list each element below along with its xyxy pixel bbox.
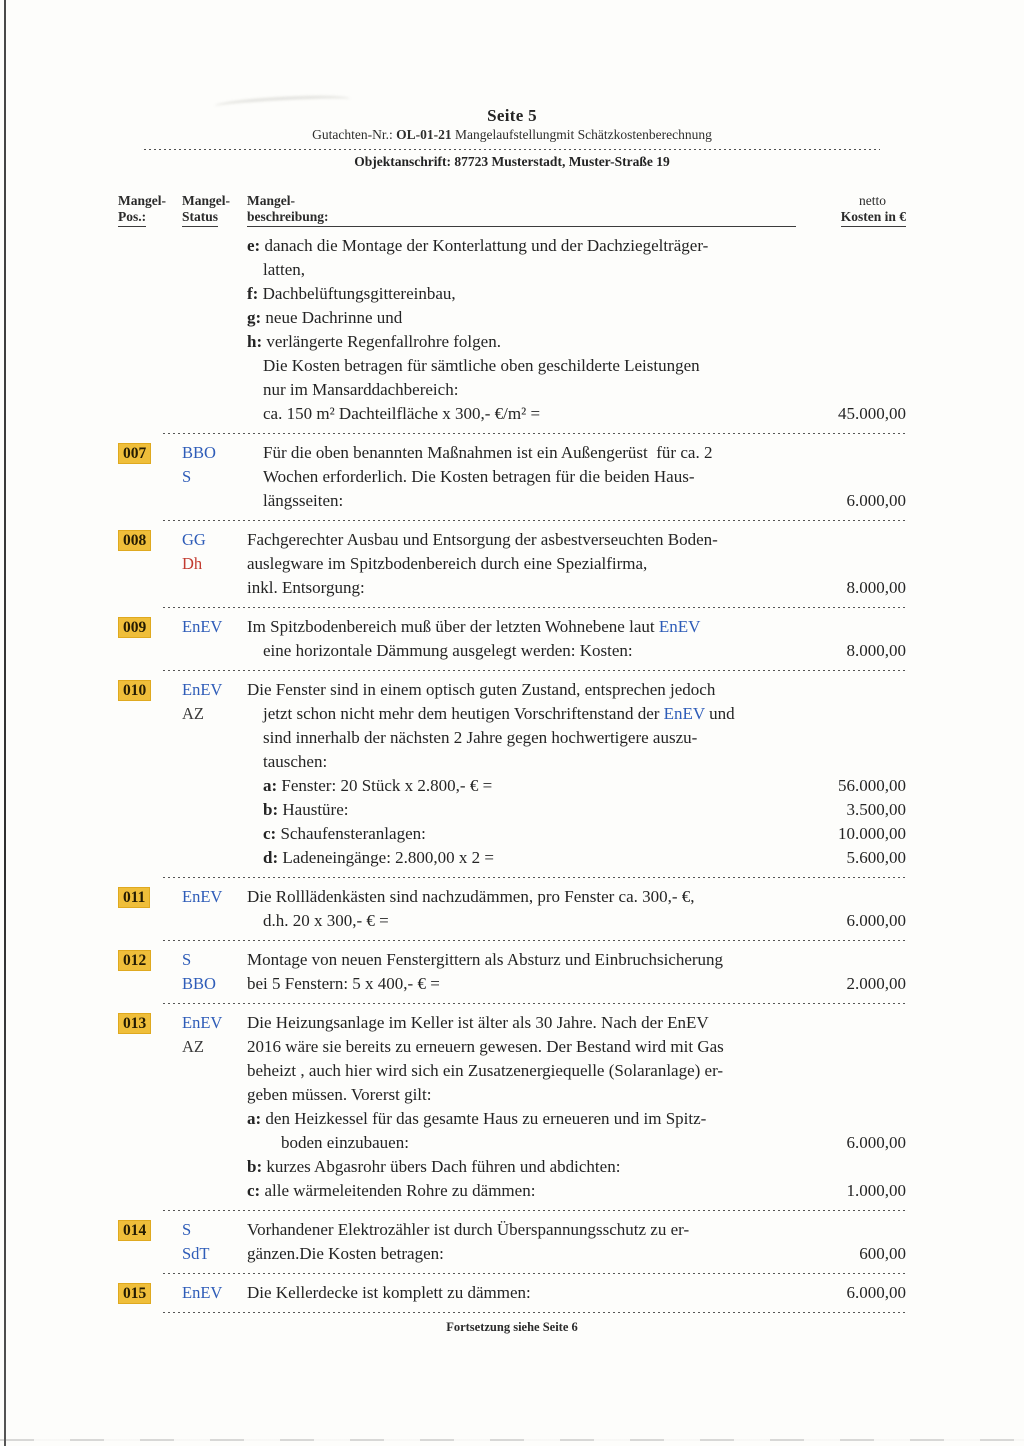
description-line (247, 726, 906, 750)
cost-value (796, 678, 906, 702)
description-line (247, 489, 906, 513)
cost-value (796, 885, 906, 909)
status-code: Dh (182, 554, 203, 573)
defect-status-cell (182, 528, 247, 600)
description-text: Wochen erforderlich. Die Kosten betragen für die beiden Haus- (263, 467, 695, 486)
defect-status-cell (182, 678, 247, 870)
description-text: sind innerhalb der nächsten 2 Jahre gegen hochwertigere auszu- (263, 728, 698, 747)
defect-status-cell (182, 1011, 247, 1203)
defect-pos-cell (118, 615, 182, 663)
header-dashed-rule (144, 149, 880, 150)
defect-row (118, 615, 906, 663)
description-text: ca. 150 m² Dachteilfläche x 300,- €/m² = (263, 404, 541, 423)
status-code: BBO (182, 974, 216, 993)
cost-value (796, 258, 906, 282)
report-number: OL-01-21 (396, 127, 452, 142)
column-header-description: Mangel- beschreibung: (247, 193, 796, 227)
defect-status-cell (182, 441, 247, 513)
status-code: EnEV (182, 680, 223, 699)
description-text: d: Ladeneingänge: 2.800,00 x 2 = (263, 848, 495, 867)
description-text: nur im Mansarddachbereich: (263, 380, 459, 399)
description-line (247, 354, 906, 378)
cost-value (796, 354, 906, 378)
cost-value (796, 234, 906, 258)
defect-row (118, 1218, 906, 1266)
status-code: S (182, 467, 192, 486)
cost-value (796, 552, 906, 576)
description-text: d.h. 20 x 300,- € = (263, 911, 389, 930)
cost-value (796, 726, 906, 750)
description-text: c: alle wärmeleitenden Rohre zu dämmen: (247, 1181, 536, 1200)
description-text: Die Kellerdecke ist komplett zu dämmen: (247, 1283, 531, 1302)
description-text: Für die oben benannten Maßnahmen ist ein Außengerüst für ca. 2 (263, 443, 713, 462)
row-separator (163, 670, 906, 671)
description-text: beheizt , auch hier wird sich ein Zusatzenergiequelle (Solaranlage) er- (247, 1061, 724, 1080)
description-text: tauschen: (263, 752, 328, 771)
defect-pos-badge: 008 (118, 530, 151, 551)
description-text: Montage von neuen Fenstergittern als Absturz und Einbruchsicherung (247, 950, 724, 969)
cost-value (796, 615, 906, 639)
description-line (247, 1155, 906, 1179)
cost-value (796, 465, 906, 489)
status-code: AZ (182, 704, 204, 723)
description-line (247, 702, 906, 726)
page-content (118, 106, 906, 1335)
description-text: gänzen.Die Kosten betragen: (247, 1244, 444, 1263)
description-text: g: neue Dachrinne und (247, 308, 403, 327)
defect-pos-badge: 012 (118, 950, 151, 971)
description-text: c: Schaufensteranlagen: (263, 824, 426, 843)
description-line (247, 639, 906, 663)
description-line (247, 948, 906, 972)
cost-value: 5.600,00 (846, 848, 906, 867)
description-line (247, 1131, 906, 1155)
description-line (247, 441, 906, 465)
row-separator (163, 520, 906, 521)
description-text: h: verlängerte Regenfallrohre folgen. (247, 332, 501, 351)
cost-value: 10.000,00 (838, 824, 906, 843)
table-header (118, 193, 906, 227)
description-line (247, 402, 906, 426)
description-line (247, 774, 906, 798)
description-line (247, 1179, 906, 1203)
cost-value: 8.000,00 (846, 641, 906, 660)
description-line (247, 678, 906, 702)
description-text: e: danach die Montage der Konterlattung und der Dachziegelträger- (247, 236, 709, 255)
description-line (247, 846, 906, 870)
description-line (247, 1242, 906, 1266)
status-code: EnEV (182, 617, 223, 636)
defect-pos-cell (118, 1218, 182, 1266)
defect-row (118, 234, 906, 426)
defect-pos-badge: 010 (118, 680, 151, 701)
status-code: BBO (182, 443, 216, 462)
description-text: Fachgerechter Ausbau und Entsorgung der asbestverseuchten Boden- (247, 530, 718, 549)
cost-value: 2.000,00 (846, 974, 906, 993)
status-code: S (182, 950, 192, 969)
defect-pos-cell (118, 528, 182, 600)
row-separator (163, 1273, 906, 1274)
cost-value: 3.500,00 (846, 800, 906, 819)
description-line (247, 282, 906, 306)
description-text: a: den Heizkessel für das gesamte Haus zu erneueren und im Spitz- (247, 1109, 707, 1128)
defect-row (118, 948, 906, 996)
description-text: Die Fenster sind in einem optisch guten Zustand, entsprechen jedoch (247, 680, 716, 699)
cost-value: 56.000,00 (838, 776, 906, 795)
defect-row (118, 441, 906, 513)
cost-value: 6.000,00 (846, 491, 906, 510)
defect-pos-cell (118, 948, 182, 996)
row-separator (163, 1312, 906, 1313)
row-separator (163, 433, 906, 434)
description-text: Im Spitzbodenbereich muß über der letzten Wohnebene laut EnEV (247, 617, 701, 636)
description-text: latten, (263, 260, 306, 279)
description-text: 2016 wäre sie bereits zu erneuern gewesen. Der Bestand wird mit Gas (247, 1037, 724, 1056)
cost-value: 600,00 (859, 1244, 906, 1263)
description-line (247, 1059, 906, 1083)
defect-row (118, 528, 906, 600)
cost-value: 45.000,00 (838, 404, 906, 423)
status-code: GG (182, 530, 206, 549)
cost-value (796, 528, 906, 552)
defect-pos-badge: 009 (118, 617, 151, 638)
cost-value (796, 1011, 906, 1035)
row-separator (163, 607, 906, 608)
defect-status-cell (182, 1281, 247, 1305)
defect-pos-cell (118, 1281, 182, 1305)
property-address-line (118, 153, 906, 171)
status-code: EnEV (182, 1283, 223, 1302)
cost-value (796, 330, 906, 354)
defect-description-cell (247, 441, 906, 513)
defect-description-cell (247, 1281, 906, 1305)
cost-value (796, 948, 906, 972)
continuation-note: Fortsetzung siehe Seite 6 (446, 1320, 578, 1334)
cost-value (796, 378, 906, 402)
description-line (247, 972, 906, 996)
cost-value (796, 282, 906, 306)
row-separator (163, 1210, 906, 1211)
description-line (247, 1107, 906, 1131)
cost-value (796, 1107, 906, 1131)
description-line (247, 465, 906, 489)
defect-description-cell (247, 678, 906, 870)
defect-row (118, 678, 906, 870)
defect-description-cell (247, 234, 906, 426)
page-title: Seite 5 (487, 106, 537, 125)
defect-pos-cell (118, 1011, 182, 1203)
cost-value (796, 1059, 906, 1083)
description-text: Vorhandener Elektrozähler ist durch Überspannungsschutz zu er- (247, 1220, 690, 1239)
column-header-pos: Mangel- Pos.: (118, 193, 182, 227)
defect-status-cell (182, 615, 247, 663)
description-text: geben müssen. Vorerst gilt: (247, 1085, 432, 1104)
cost-value: 1.000,00 (846, 1181, 906, 1200)
status-code: S (182, 1220, 192, 1239)
description-text: auslegware im Spitzbodenbereich durch eine Spezialfirma, (247, 554, 648, 573)
description-line (247, 885, 906, 909)
defect-description-cell (247, 1011, 906, 1203)
defect-row (118, 1011, 906, 1203)
description-line (247, 234, 906, 258)
description-line (247, 258, 906, 282)
description-line (247, 552, 906, 576)
property-address: 87723 Musterstadt, Muster-Straße 19 (454, 154, 670, 169)
scan-edge-artifact (4, 0, 6, 1446)
defect-pos-badge: 007 (118, 443, 151, 464)
defect-status-cell (182, 948, 247, 996)
description-text: f: Dachbelüftungsgittereinbau, (247, 284, 456, 303)
defect-rows (118, 234, 906, 1313)
description-line (247, 1281, 906, 1305)
cost-value: 6.000,00 (846, 1283, 906, 1302)
status-code: EnEV (182, 1013, 223, 1032)
description-text: b: kurzes Abgasrohr übers Dach führen und abdichten: (247, 1157, 621, 1176)
description-text: b: Haustüre: (263, 800, 349, 819)
description-line (247, 378, 906, 402)
description-text: inkl. Entsorgung: (247, 578, 365, 597)
defect-status-cell (182, 885, 247, 933)
cost-value (796, 306, 906, 330)
cost-value (796, 1155, 906, 1179)
description-line (247, 750, 906, 774)
description-text: eine horizontale Dämmung ausgelegt werden: Kosten: (263, 641, 633, 660)
report-number-label: Gutachten-Nr.: (312, 127, 393, 142)
cost-value (796, 1083, 906, 1107)
status-code: EnEV (182, 887, 223, 906)
description-line (247, 576, 906, 600)
defect-row (118, 885, 906, 933)
description-line (247, 1083, 906, 1107)
description-line (247, 330, 906, 354)
status-code: AZ (182, 1037, 204, 1056)
cost-value (796, 750, 906, 774)
description-text: längsseiten: (263, 491, 344, 510)
defect-description-cell (247, 615, 906, 663)
row-separator (163, 940, 906, 941)
description-text: Die Heizungsanlage im Keller ist älter als 30 Jahre. Nach der EnEV (247, 1013, 709, 1032)
description-line (247, 1035, 906, 1059)
description-text: Die Rolllädenkästen sind nachzudämmen, pro Fenster ca. 300,- €, (247, 887, 695, 906)
description-text: jetzt schon nicht mehr dem heutigen Vorschriftenstand der EnEV und (263, 704, 735, 723)
report-subtitle: Mangelaufstellungmit Schätzkostenberechnung (455, 127, 712, 142)
defect-description-cell (247, 948, 906, 996)
description-line (247, 909, 906, 933)
column-header-cost: netto Kosten in € (796, 193, 906, 227)
defect-description-cell (247, 1218, 906, 1266)
description-line (247, 528, 906, 552)
defect-pos-badge: 015 (118, 1283, 151, 1304)
defect-pos-cell (118, 234, 182, 426)
defect-pos-cell (118, 885, 182, 933)
description-line (247, 615, 906, 639)
cost-value: 6.000,00 (846, 1133, 906, 1152)
description-line (247, 306, 906, 330)
defect-description-cell (247, 885, 906, 933)
defect-pos-badge: 013 (118, 1013, 151, 1034)
cost-value: 6.000,00 (846, 911, 906, 930)
row-separator (163, 1003, 906, 1004)
property-address-label: Objektanschrift: (354, 154, 451, 169)
cost-value (796, 1218, 906, 1242)
defect-row (118, 1281, 906, 1305)
description-line (247, 822, 906, 846)
column-header-status: Mangel- Status (182, 193, 247, 227)
defect-description-cell (247, 528, 906, 600)
defect-pos-cell (118, 678, 182, 870)
cost-value: 8.000,00 (846, 578, 906, 597)
defect-status-cell (182, 234, 247, 426)
defect-pos-badge: 014 (118, 1220, 151, 1241)
description-text: a: Fenster: 20 Stück x 2.800,- € = (263, 776, 493, 795)
defect-pos-cell (118, 441, 182, 513)
description-text: Die Kosten betragen für sämtliche oben geschilderte Leistungen (263, 356, 700, 375)
cost-value (796, 702, 906, 726)
report-number-line (118, 126, 906, 144)
cost-value (796, 441, 906, 465)
description-line (247, 798, 906, 822)
description-line (247, 1011, 906, 1035)
defect-status-cell (182, 1218, 247, 1266)
row-separator (163, 877, 906, 878)
scan-bottom-artifact (0, 1439, 1024, 1441)
defect-pos-badge: 011 (118, 887, 150, 908)
cost-value (796, 1035, 906, 1059)
description-line (247, 1218, 906, 1242)
description-text: bei 5 Fenstern: 5 x 400,- € = (247, 974, 440, 993)
description-text: boden einzubauen: (281, 1133, 409, 1152)
status-code: SdT (182, 1244, 210, 1263)
